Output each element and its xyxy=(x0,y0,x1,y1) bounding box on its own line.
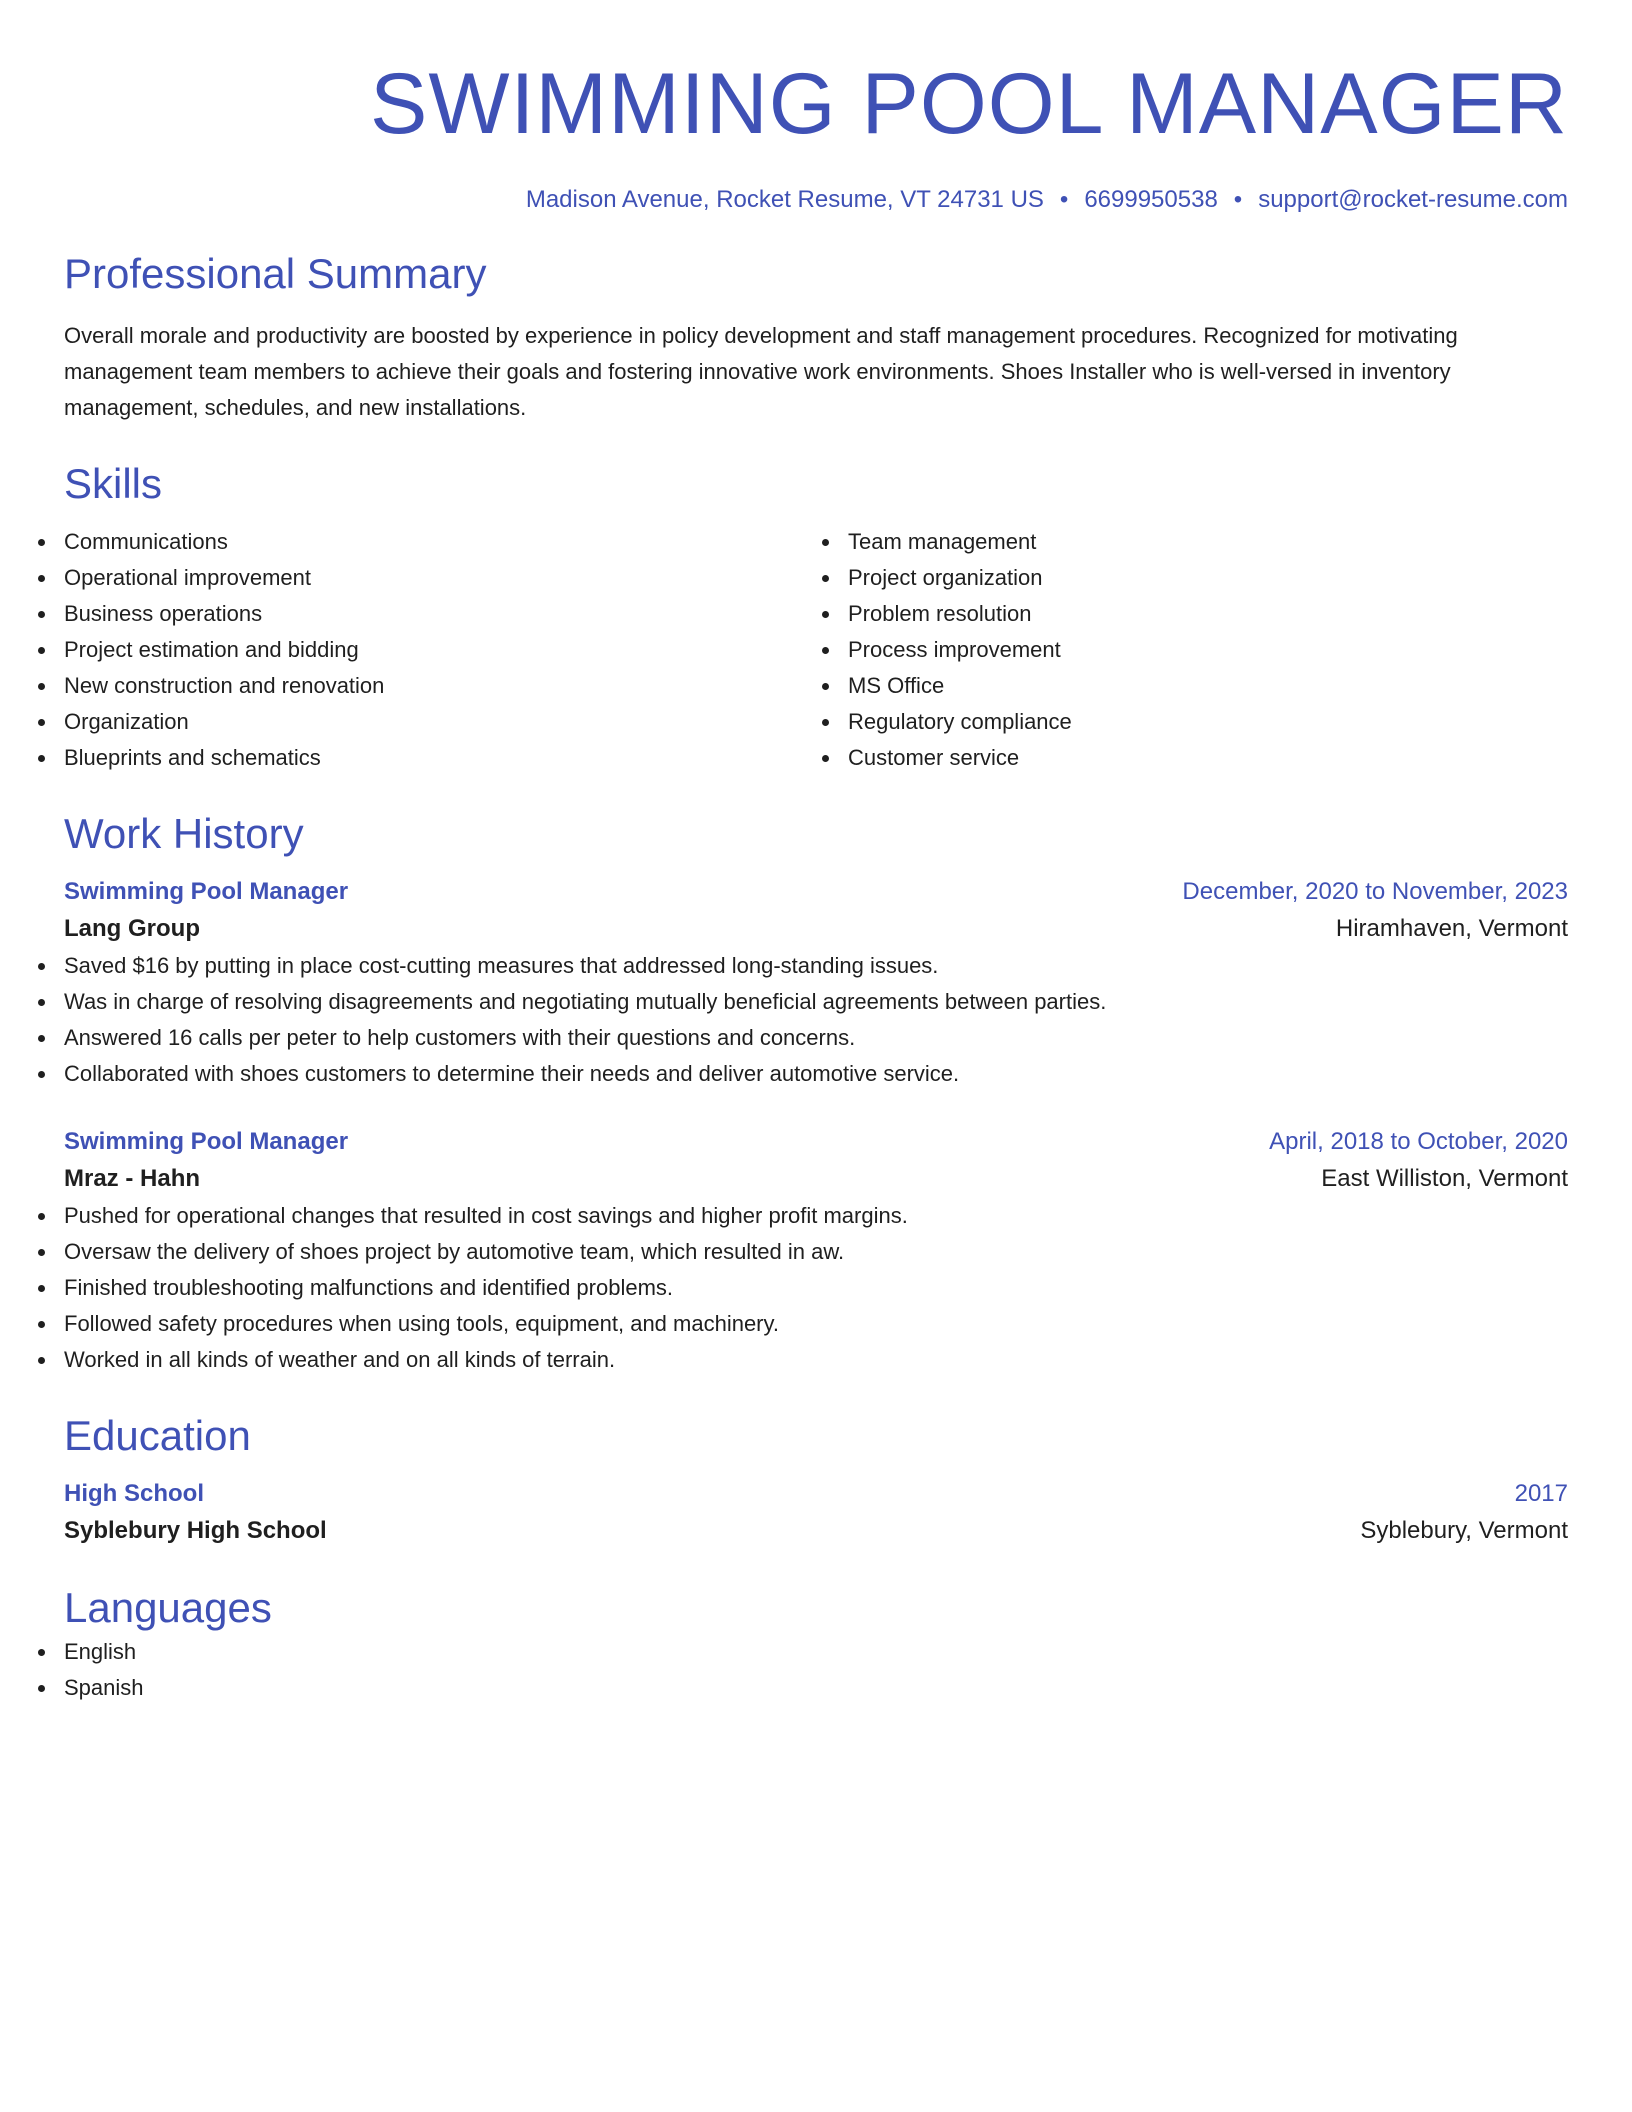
skill-item: MS Office xyxy=(848,668,1548,704)
job-bullet: Answered 16 calls per peter to help customers with their questions and concerns. xyxy=(64,1020,1568,1056)
skill-item: Customer service xyxy=(848,740,1548,776)
contact-separator: • xyxy=(1233,186,1243,213)
skill-item: Organization xyxy=(64,704,804,740)
company-name: Lang Group xyxy=(64,915,200,942)
job-dates: December, 2020 to November, 2023 xyxy=(1182,878,1568,905)
skill-item: Project organization xyxy=(848,560,1548,596)
skill-item: Process improvement xyxy=(848,632,1548,668)
skill-item: Communications xyxy=(64,524,804,560)
skills-left-list xyxy=(64,524,804,776)
company-name: Mraz - Hahn xyxy=(64,1165,201,1192)
skill-item: Team management xyxy=(848,524,1548,560)
contact-email[interactable]: support@rocket-resume.com xyxy=(1258,186,1568,213)
job-bullet: Was in charge of resolving disagreements and negotiating mutually beneficial agreements between parties. xyxy=(64,984,1568,1020)
summary-text: Overall morale and productivity are boosted by experience in policy development and staff management procedures. Recognized for motivating management team members to achieve their goals and fostering innovative work environments. Shoes Installer who is well-versed in inventory management, schedules, and new installations. xyxy=(64,323,1458,420)
job-title-row xyxy=(64,1124,1568,1160)
education-heading: Education xyxy=(64,1412,251,1459)
languages-list xyxy=(64,1634,1568,1706)
job-bullet: Collaborated with shoes customers to determine their needs and deliver automotive service. xyxy=(64,1056,1568,1092)
skill-item: Regulatory compliance xyxy=(848,704,1548,740)
education-school-row xyxy=(64,1512,1568,1550)
job-bullet: Followed safety procedures when using tools, equipment, and machinery. xyxy=(64,1306,1568,1342)
skills-right-list xyxy=(804,524,1548,776)
job-title: Swimming Pool Manager xyxy=(64,878,349,905)
education-degree-row xyxy=(64,1476,1568,1512)
skill-item: Project estimation and bidding xyxy=(64,632,804,668)
job-bullet: Pushed for operational changes that resulted in cost savings and higher profit margins. xyxy=(64,1198,1568,1234)
contact-address: Madison Avenue, Rocket Resume, VT 24731 US xyxy=(525,186,1044,213)
job-entry xyxy=(64,874,1568,1092)
job-bullets xyxy=(64,948,1568,1092)
languages-heading: Languages xyxy=(64,1584,272,1631)
candidate-title: SWIMMING POOL MANAGER xyxy=(370,56,1568,152)
work-history-heading: Work History xyxy=(64,810,304,857)
contact-line xyxy=(64,184,1568,216)
job-location: Hiramhaven, Vermont xyxy=(1335,915,1568,942)
education-location: Syblebury, Vermont xyxy=(1360,1517,1568,1544)
contact-phone[interactable]: 6699950538 xyxy=(1084,186,1218,213)
education-year: 2017 xyxy=(1514,1480,1568,1507)
education-school: Syblebury High School xyxy=(64,1517,327,1544)
language-item: Spanish xyxy=(64,1670,1568,1706)
skill-item: Blueprints and schematics xyxy=(64,740,804,776)
skill-item: Operational improvement xyxy=(64,560,804,596)
skill-item: Business operations xyxy=(64,596,804,632)
skill-item: New construction and renovation xyxy=(64,668,804,704)
job-bullet: Oversaw the delivery of shoes project by automotive team, which resulted in aw. xyxy=(64,1234,1568,1270)
education-degree: High School xyxy=(64,1480,204,1507)
skills-heading: Skills xyxy=(64,460,163,507)
summary-heading: Professional Summary xyxy=(64,250,487,297)
education-entry xyxy=(64,1476,1568,1550)
skills-grid xyxy=(64,524,1568,776)
job-title: Swimming Pool Manager xyxy=(64,1128,349,1155)
job-entry xyxy=(64,1124,1568,1378)
job-dates: April, 2018 to October, 2020 xyxy=(1269,1128,1568,1155)
job-bullet: Finished troubleshooting malfunctions and identified problems. xyxy=(64,1270,1568,1306)
job-title-row xyxy=(64,874,1568,910)
job-bullet: Worked in all kinds of weather and on all kinds of terrain. xyxy=(64,1342,1568,1378)
company-row xyxy=(64,910,1568,948)
skill-item: Problem resolution xyxy=(848,596,1548,632)
job-bullet: Saved $16 by putting in place cost-cutting measures that addressed long-standing issues. xyxy=(64,948,1568,984)
language-item: English xyxy=(64,1634,1568,1670)
job-bullets xyxy=(64,1198,1568,1378)
job-location: East Williston, Vermont xyxy=(1321,1165,1568,1192)
company-row xyxy=(64,1160,1568,1198)
contact-separator: • xyxy=(1059,186,1069,213)
